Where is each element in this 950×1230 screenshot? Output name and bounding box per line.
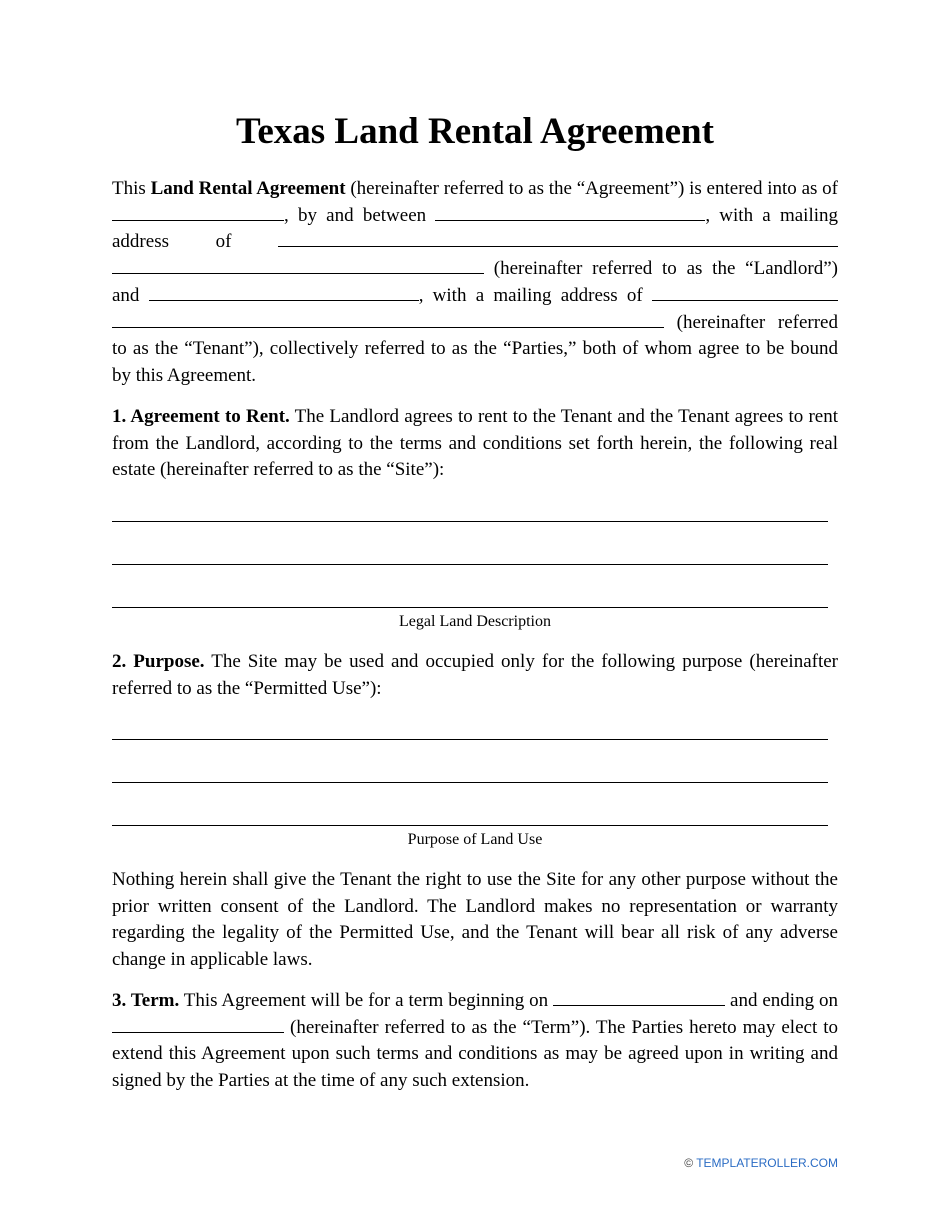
tenant-address-field-2[interactable]	[112, 310, 664, 328]
footer-site-link[interactable]: TEMPLATEROLLER.COM	[696, 1156, 838, 1170]
footer-credit	[684, 1156, 838, 1170]
section-2-paragraph: 2. Purpose. The Site may be used and occupied only for the following purpose (hereinafter referred to as the “Permitted Use”):	[112, 651, 839, 699]
section-3-heading: 3. Term.	[112, 990, 180, 1011]
date-field[interactable]	[112, 203, 284, 221]
purpose-caption: Purpose of Land Use	[407, 831, 543, 848]
document-title: Texas Land Rental Agreement	[236, 111, 714, 152]
section-1-paragraph: 1. Agreement to Rent. The Landlord agrees to rent to the Tenant and the Tenant agrees to rent from the Landlord, according to the terms and conditions set forth herein, the following real estate (hereinafter referred to as the “Site”):	[112, 406, 838, 481]
tenant-name-field[interactable]	[149, 283, 419, 301]
term-start-field[interactable]	[553, 988, 725, 1006]
agreement-name: Land Rental Agreement	[150, 178, 346, 199]
section-3-paragraph: 3. Term. This Agreement will be for a term beginning on and ending on (hereinafter referred to as the “Term”). The Parties hereto may elect to extend this Agreement upon such terms and conditions as may be agreed upon in writing and signed by the Parties at the time of any such extension.	[112, 990, 838, 1092]
landlord-address-field-2[interactable]	[112, 256, 484, 274]
section-1-heading: 1. Agreement to Rent.	[112, 406, 290, 427]
land-description-line-1[interactable]	[112, 521, 828, 522]
landlord-address-field[interactable]	[278, 229, 838, 247]
land-description-caption: Legal Land Description	[399, 613, 551, 630]
purpose-line-2[interactable]	[112, 782, 828, 783]
purpose-line-3[interactable]	[112, 825, 828, 826]
purpose-line-1[interactable]	[112, 739, 828, 740]
copyright-icon: ©	[684, 1156, 694, 1170]
land-description-line-3[interactable]	[112, 607, 828, 608]
intro-paragraph: This Land Rental Agreement (hereinafter referred to as the “Agreement”) is entered into as of , by and between , with a mailing address of (hereinafter referred to as the “Landlord”) and , with a mailing address of (hereinafter referred to as the “Tenant”), collectively referred to as the “Parties,” both of whom agree to be bound by this Agreement.	[112, 178, 839, 386]
land-description-line-2[interactable]	[112, 564, 828, 565]
landlord-name-field[interactable]	[435, 203, 705, 221]
tenant-address-field[interactable]	[652, 283, 838, 301]
term-end-field[interactable]	[112, 1015, 284, 1033]
section-2-heading: 2. Purpose.	[112, 651, 205, 672]
permitted-use-note: Nothing herein shall give the Tenant the right to use the Site for any other purpose without the prior written consent of the Landlord. The Landlord makes no representation or warranty regarding the legality of the Permitted Use, and the Tenant will bear all risk of any adverse change in applicable laws.	[112, 869, 838, 971]
